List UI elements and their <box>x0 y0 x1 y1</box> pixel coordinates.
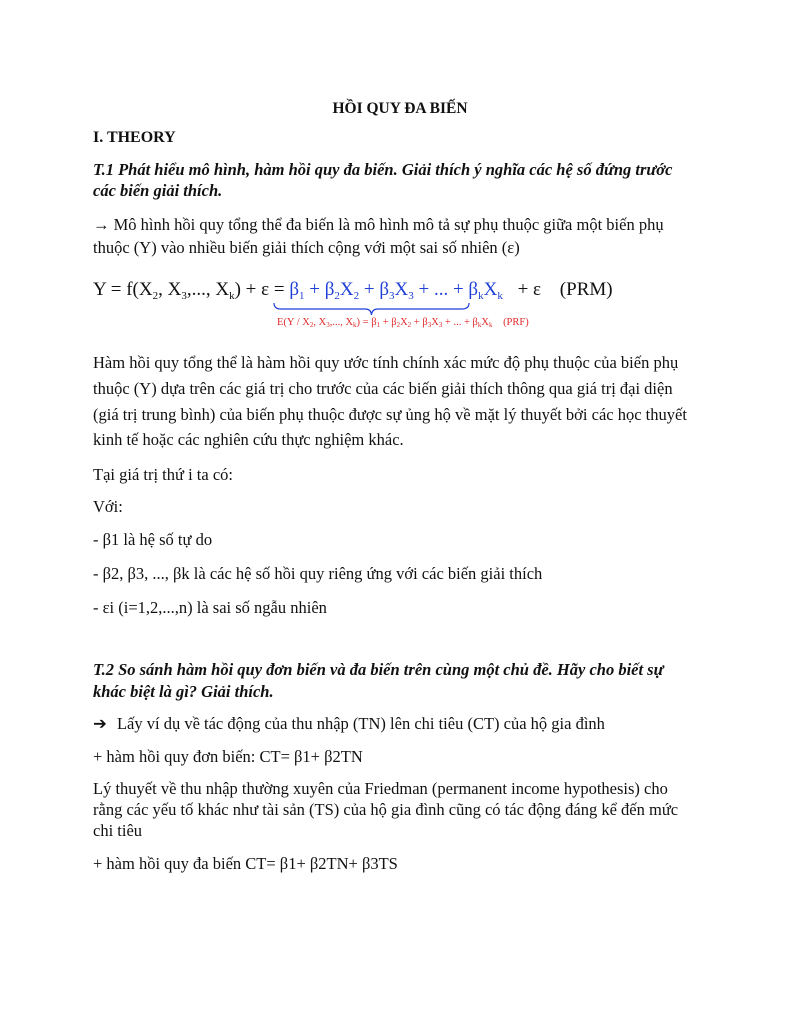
bullet-item: - β1 là hệ số tự do <box>93 530 213 549</box>
theory-line1: Lý thuyết về thu nhập thường xuyên của Friedman (permanent income hypothesis) cho <box>93 779 668 798</box>
t1-intro-line2: thuộc (Y) vào nhiều biến giải thích cộng với một sai số nhiên (ε) <box>93 238 520 257</box>
t1-paragraph-line4: kinh tế hoặc các nghiên cứu thực nghiệm khác. <box>93 430 404 449</box>
bullet-item: - εi (i=1,2,...,n) là sai số ngẫu nhiên <box>93 598 327 617</box>
prf-equation: $E(Y / X_2$, $X_3$,..., $X_k) = \beta_1 + \beta_2X_2 + \beta_3X_3$ + ... + $\beta_kX_k$ (PRF) <box>277 317 529 329</box>
t1-heading-line1: T.1 Phát hiểu mô hình, hàm hồi quy đa biến. Giải thích ý nghĩa các hệ số đứng trước <box>93 160 673 179</box>
prf-expression: $\beta_1 + \beta_2X_2 + \beta_3X_3$ + ... + $\beta_kX_k$ <box>289 279 503 302</box>
prm-label: (PRM) <box>559 279 613 300</box>
t1-paragraph-line2: thuộc (Y) dựa trên các giá trị cho trước của các biến giải thích thông qua giá trị đại diện <box>93 379 673 398</box>
underbrace <box>273 302 470 316</box>
page-title: HỒI QUY ĐA BIẾN <box>332 100 468 117</box>
multiple-regression-line: + hàm hồi quy đa biến CT= β1+ β2TN+ β3TS <box>93 854 398 873</box>
example-line: ➔ Lấy ví dụ về tác động của thu nhập (TN) lên chi tiêu (CT) của hộ gia đình <box>93 714 605 733</box>
prf-label: (PRF) <box>503 317 529 328</box>
section-heading: I. THEORY <box>93 129 176 146</box>
value-i-line: Tại giá trị thứ i ta có: <box>93 465 233 484</box>
t1-paragraph-line3: (giá trị trung bình) của biến phụ thuộc được sự ủng hộ về mặt lý thuyết bởi các học thuyết <box>93 405 687 424</box>
theory-line3: chi tiêu <box>93 821 143 840</box>
t1-paragraph-line1: Hàm hồi quy tổng thể là hàm hồi quy ước tính chính xác mức độ phụ thuộc của biến phụ <box>93 353 679 372</box>
t1-intro-line1: → Mô hình hồi quy tổng thể đa biến là mô hình mô tả sự phụ thuộc giữa một biến phụ <box>93 215 664 234</box>
simple-regression-line: + hàm hồi quy đơn biến: CT= β1+ β2TN <box>93 747 363 766</box>
t2-heading-line2: khác biệt là gì? Giải thích. <box>93 682 274 701</box>
arrow-icon: ➔ <box>93 714 107 733</box>
with-line: Với: <box>93 497 123 516</box>
bullet-item: - β2, β3, ..., βk là các hệ số hồi quy riêng ứng với các biến giải thích <box>93 564 543 583</box>
t1-heading-line2: các biến giải thích. <box>93 181 223 200</box>
prm-equation: $Y = f(X_2$, $X_3$,..., $X_k) + \varepsilon = \beta_1 + \beta_2X_2 + \beta_3X_3$ + ... + $\beta_kX_k + \varepsilon$ (PRM) <box>93 279 613 302</box>
theory-line2: rằng các yếu tố khác như tài sản (TS) của hộ gia đình cũng có tác động đáng kể đến mức <box>93 800 679 819</box>
t2-heading-line1: T.2 So sánh hàm hồi quy đơn biến và đa biến trên cùng một chủ đề. Hãy cho biết sự <box>93 660 664 679</box>
